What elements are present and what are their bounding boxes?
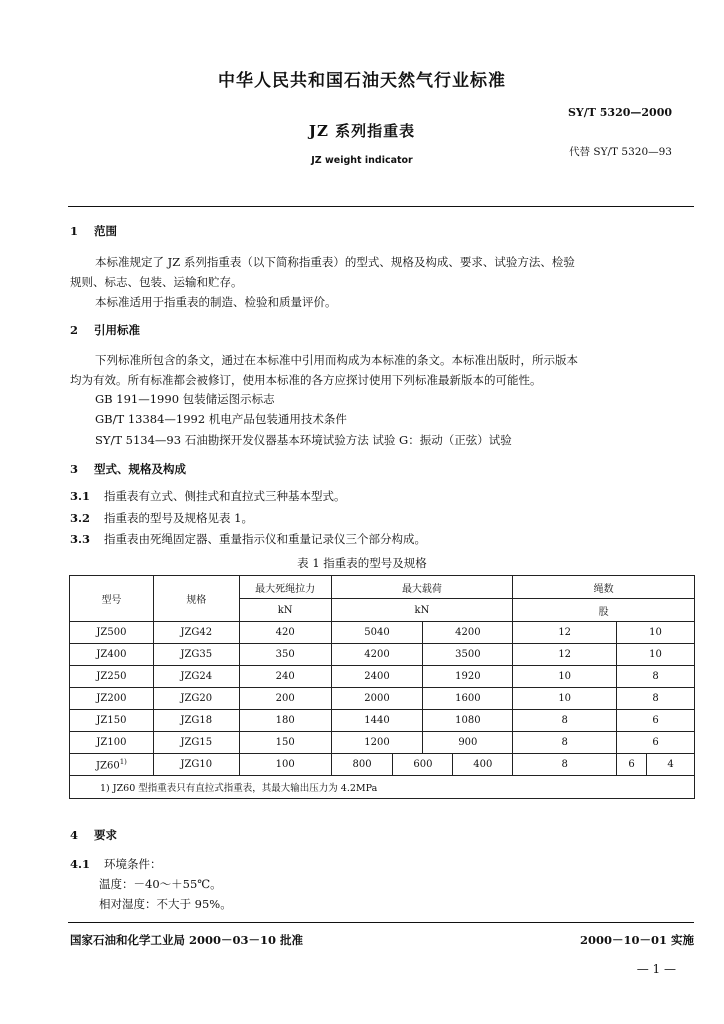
reference-item: SY/T 5134—93 石油勘探开发仪器基本环境试验方法 试验 G：振动（正弦）试验 — [95, 433, 512, 447]
paragraph: 规则、标志、包装、运输和贮存。 — [70, 275, 243, 289]
clause-3-3: 3.3 指重表由死绳固定器、重量指示仪和重量记录仪三个部分构成。 — [70, 532, 426, 546]
cell-lines: 4 — [647, 754, 695, 776]
header-max-deadline: 最大死绳拉力 — [239, 576, 331, 599]
header-unit: kN — [331, 599, 513, 622]
cell-spec: JZG10 — [153, 754, 239, 776]
document-title: JZ 系列指重表 — [308, 122, 416, 140]
cell-spec: JZG15 — [153, 732, 239, 754]
cell-lines: 6 — [617, 754, 647, 776]
cell-load: 2000 — [331, 688, 423, 710]
header-max-load: 最大载荷 — [331, 576, 513, 599]
header-model: 型号 — [70, 576, 154, 622]
paragraph: 本标准适用于指重表的制造、检验和质量评价。 — [95, 295, 337, 309]
footer-rule — [68, 922, 694, 923]
cell-model: JZ500 — [70, 622, 154, 644]
cell-pull: 180 — [239, 710, 331, 732]
table-row — [70, 732, 695, 754]
header-lines: 绳数 — [513, 576, 695, 599]
cell-load: 800 — [331, 754, 393, 776]
cell-spec: JZG35 — [153, 644, 239, 666]
cell-lines: 10 — [617, 644, 695, 666]
header-unit: 股 — [513, 599, 695, 622]
cell-model: JZ250 — [70, 666, 154, 688]
approval-note: 国家石油和化学工业局 2000－03－10 批准 — [70, 933, 304, 947]
cell-spec: JZG24 — [153, 666, 239, 688]
cell-model: JZ60$^{1)}$ — [70, 754, 154, 776]
humidity-condition: 相对湿度：不大于 95%。 — [99, 897, 232, 911]
cell-model: JZ400 — [70, 644, 154, 666]
header-spec: 规格 — [153, 576, 239, 622]
clause-4-1: 4.1 环境条件： — [70, 857, 162, 871]
cell-load: 2400 — [331, 666, 423, 688]
cell-lines: 12 — [513, 622, 617, 644]
clause-3-1: 3.1 指重表有立式、侧挂式和直拉式三种基本型式。 — [70, 489, 346, 503]
cell-load: 1920 — [423, 666, 513, 688]
cell-lines: 8 — [513, 732, 617, 754]
cell-pull: 200 — [239, 688, 331, 710]
cell-lines: 10 — [513, 666, 617, 688]
section-heading-scope: 1 范围 — [70, 224, 117, 238]
cell-load: 4200 — [331, 644, 423, 666]
cell-lines: 12 — [513, 644, 617, 666]
cell-lines: 8 — [617, 688, 695, 710]
cell-lines: 8 — [513, 710, 617, 732]
cell-lines: 6 — [617, 710, 695, 732]
cell-load: 600 — [393, 754, 453, 776]
header-rule — [68, 206, 694, 207]
table-caption: 表 1 指重表的型号及规格 — [297, 556, 427, 570]
table-row — [70, 710, 695, 732]
page-number: — 1 — — [636, 962, 676, 976]
cell-load: 4200 — [423, 622, 513, 644]
spec-table — [69, 575, 695, 799]
cell-model: JZ150 — [70, 710, 154, 732]
reference-item: GB/T 13384—1992 机电产品包装通用技术条件 — [95, 412, 347, 426]
cell-lines: 10 — [513, 688, 617, 710]
cell-spec: JZG18 — [153, 710, 239, 732]
table-header-row — [70, 576, 695, 599]
cell-load: 3500 — [423, 644, 513, 666]
cell-lines: 8 — [513, 754, 617, 776]
cell-lines: 10 — [617, 622, 695, 644]
paragraph: 均为有效。所有标准都会被修订，使用本标准的各方应探讨使用下列标准最新版本的可能性。 — [70, 373, 542, 387]
table-row — [70, 754, 695, 776]
cell-load: 1200 — [331, 732, 423, 754]
cell-pull: 240 — [239, 666, 331, 688]
cell-lines: 6 — [617, 732, 695, 754]
cell-model: JZ200 — [70, 688, 154, 710]
table-note-row — [70, 776, 695, 799]
cell-spec: JZG20 — [153, 688, 239, 710]
cell-lines: 8 — [617, 666, 695, 688]
temperature-condition: 温度：－40～＋55℃。 — [99, 877, 222, 891]
issuer-title: 中华人民共和国石油天然气行业标准 — [218, 71, 506, 91]
cell-load: 400 — [453, 754, 513, 776]
document-title-english: JZ weight indicator — [311, 155, 413, 166]
cell-pull: 100 — [239, 754, 331, 776]
table-row — [70, 666, 695, 688]
clause-3-2: 3.2 指重表的型号及规格见表 1。 — [70, 511, 253, 525]
cell-model: JZ100 — [70, 732, 154, 754]
reference-item: GB 191—1990 包装储运图示标志 — [95, 392, 275, 406]
section-heading-references: 2 引用标准 — [70, 323, 140, 337]
table-footnote: 1) JZ60 型指重表只有直拉式指重表，其最大输出压力为 4.2MPa — [70, 776, 695, 799]
table-row — [70, 644, 695, 666]
standard-number: SY/T 5320—2000 — [567, 106, 672, 119]
cell-load: 1440 — [331, 710, 423, 732]
replaces-note: 代替 SY/T 5320—93 — [569, 146, 672, 158]
cell-load: 1080 — [423, 710, 513, 732]
table-row — [70, 622, 695, 644]
cell-pull: 350 — [239, 644, 331, 666]
paragraph: 下列标准所包含的条文，通过在本标准中引用而构成为本标准的条文。本标准出版时，所示版本 — [95, 353, 578, 367]
section-heading-requirements: 4 要求 — [70, 828, 117, 842]
cell-pull: 150 — [239, 732, 331, 754]
effective-date: 2000－10－01 实施 — [579, 933, 694, 947]
cell-load: 5040 — [331, 622, 423, 644]
cell-spec: JZG42 — [153, 622, 239, 644]
table-row — [70, 688, 695, 710]
cell-load: 1600 — [423, 688, 513, 710]
section-heading-types: 3 型式、规格及构成 — [70, 462, 186, 476]
paragraph: 本标准规定了 JZ 系列指重表（以下简称指重表）的型式、规格及构成、要求、试验方法、检验 — [95, 255, 575, 269]
header-unit: kN — [239, 599, 331, 622]
cell-load: 900 — [423, 732, 513, 754]
cell-pull: 420 — [239, 622, 331, 644]
